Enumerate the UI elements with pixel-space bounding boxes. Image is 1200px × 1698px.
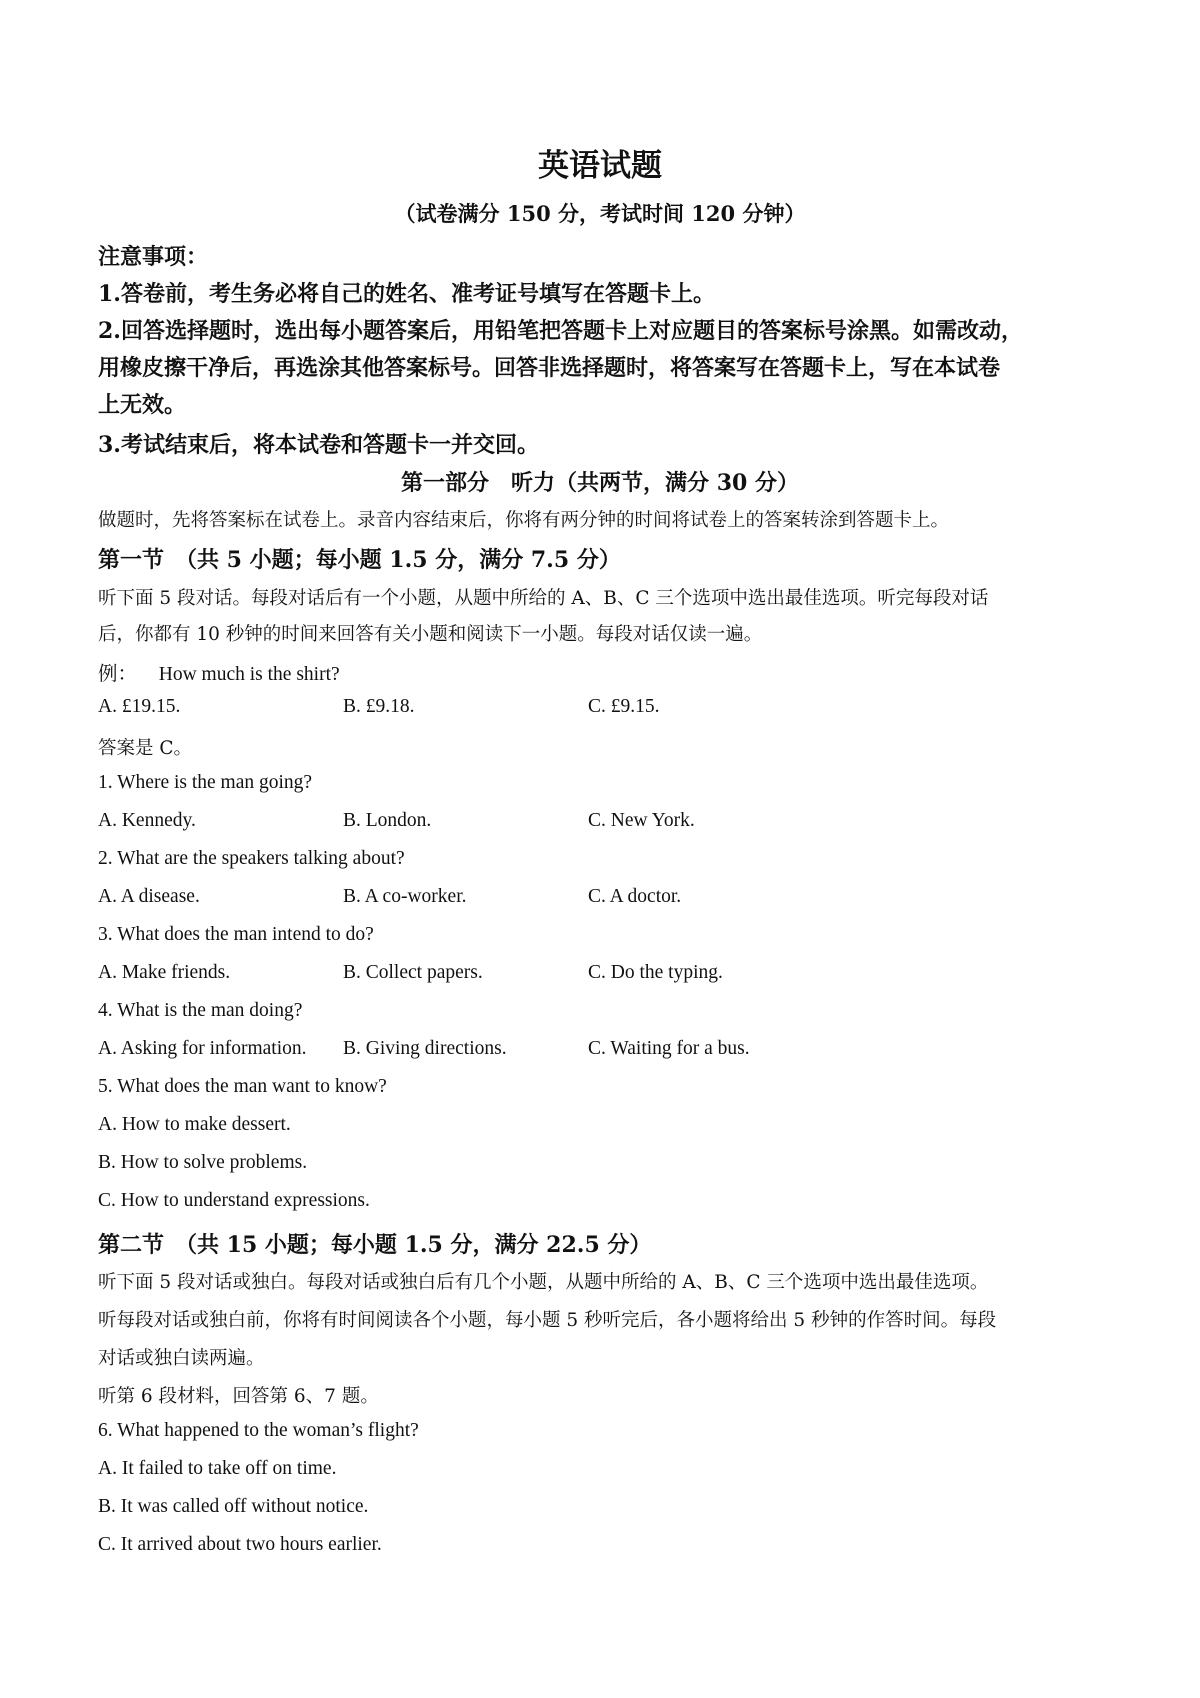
option-c: C. Waiting for a bus. [588,1038,750,1059]
option-b: B. Giving directions. [343,1038,507,1059]
option-b: B. Collect papers. [343,962,483,983]
option-a: A. £19.15. [98,696,181,717]
example-label: 例： [98,664,138,685]
example-answer: 答案是 C。 [98,738,193,759]
example-question-text: How much is the shirt? [158,664,340,685]
option-a: A. Kennedy. [98,810,196,831]
option-a: A. Make friends. [98,962,231,983]
option-c: C. A doctor. [588,886,682,907]
question: 4. What is the man doing? [98,1000,303,1021]
option-a: A. It failed to take off on time. [98,1458,337,1479]
question: 3. What does the man intend to do? [98,924,374,945]
option-b: B. How to solve problems. [98,1152,308,1173]
option-a: A. A disease. [98,886,200,907]
notice-item: 2.回答选择题时，选出每小题答案后，用铅笔把答题卡上对应题目的答案标号涂黑。如需改动， [98,318,1023,344]
notice-item: 1.答卷前，考生务必将自己的姓名、准考证号填写在答题卡上。 [98,281,715,307]
example-question [98,658,340,686]
part1-instruction: 做题时，先将答案标在试卷上。录音内容结束后，你将有两分钟的时间将试卷上的答案转涂到答题卡上。 [98,510,950,531]
section1-instruction: 后，你都有 10 秒钟的时间来回答有关小题和阅读下一小题。每段对话仅读一遍。 [98,624,763,645]
exam-info-subtitle: （试卷满分 150 分，考试时间 120 分钟） [394,201,806,226]
question: 5. What does the man want to know? [98,1076,387,1097]
section1-heading: 第一节 （共 5 小题；每小题 1.5 分，满分 7.5 分） [98,547,621,573]
notice-heading: 注意事项： [98,244,209,270]
part1-heading: 第一部分 听力（共两节，满分 30 分） [401,470,799,496]
notice-item: 上无效。 [98,392,187,418]
option-b: B. A co-worker. [343,886,467,907]
question: 6. What happened to the woman’s flight? [98,1420,419,1441]
section2-heading: 第二节 （共 15 小题；每小题 1.5 分，满分 22.5 分） [98,1232,652,1258]
question: 1. Where is the man going? [98,772,313,793]
section2-instruction: 听每段对话或独白前，你将有时间阅读各个小题，每小题 5 秒听完后，各小题将给出 5 秒钟的作答时间。每段 [98,1310,997,1331]
option-a: A. Asking for information. [98,1038,307,1059]
section2-instruction: 对话或独白读两遍。 [98,1348,265,1369]
option-b: B. It was called off without notice. [98,1496,369,1517]
section2-instruction: 听下面 5 段对话或独白。每段对话或独白后有几个小题，从题中所给的 A、B、C 三个选项中选出最佳选项。 [98,1272,989,1293]
question: 2. What are the speakers talking about? [98,848,405,869]
material-note: 听第 6 段材料，回答第 6、7 题。 [98,1386,379,1407]
option-c: C. It arrived about two hours earlier. [98,1534,382,1555]
notice-item: 用橡皮擦干净后，再选涂其他答案标号。回答非选择题时，将答案写在答题卡上，写在本试卷 [98,355,1001,381]
option-c: C. How to understand expressions. [98,1190,370,1211]
page-title: 英语试题 [538,148,662,184]
option-b: B. London. [343,810,432,831]
option-a: A. How to make dessert. [98,1114,291,1135]
option-c: C. New York. [588,810,695,831]
section1-instruction: 听下面 5 段对话。每段对话后有一个小题，从题中所给的 A、B、C 三个选项中选出最佳选项。听完每段对话 [98,588,989,609]
option-c: C. £9.15. [588,696,660,717]
notice-item: 3.考试结束后，将本试卷和答题卡一并交回。 [98,432,539,458]
option-b: B. £9.18. [343,696,415,717]
option-c: C. Do the typing. [588,962,723,983]
